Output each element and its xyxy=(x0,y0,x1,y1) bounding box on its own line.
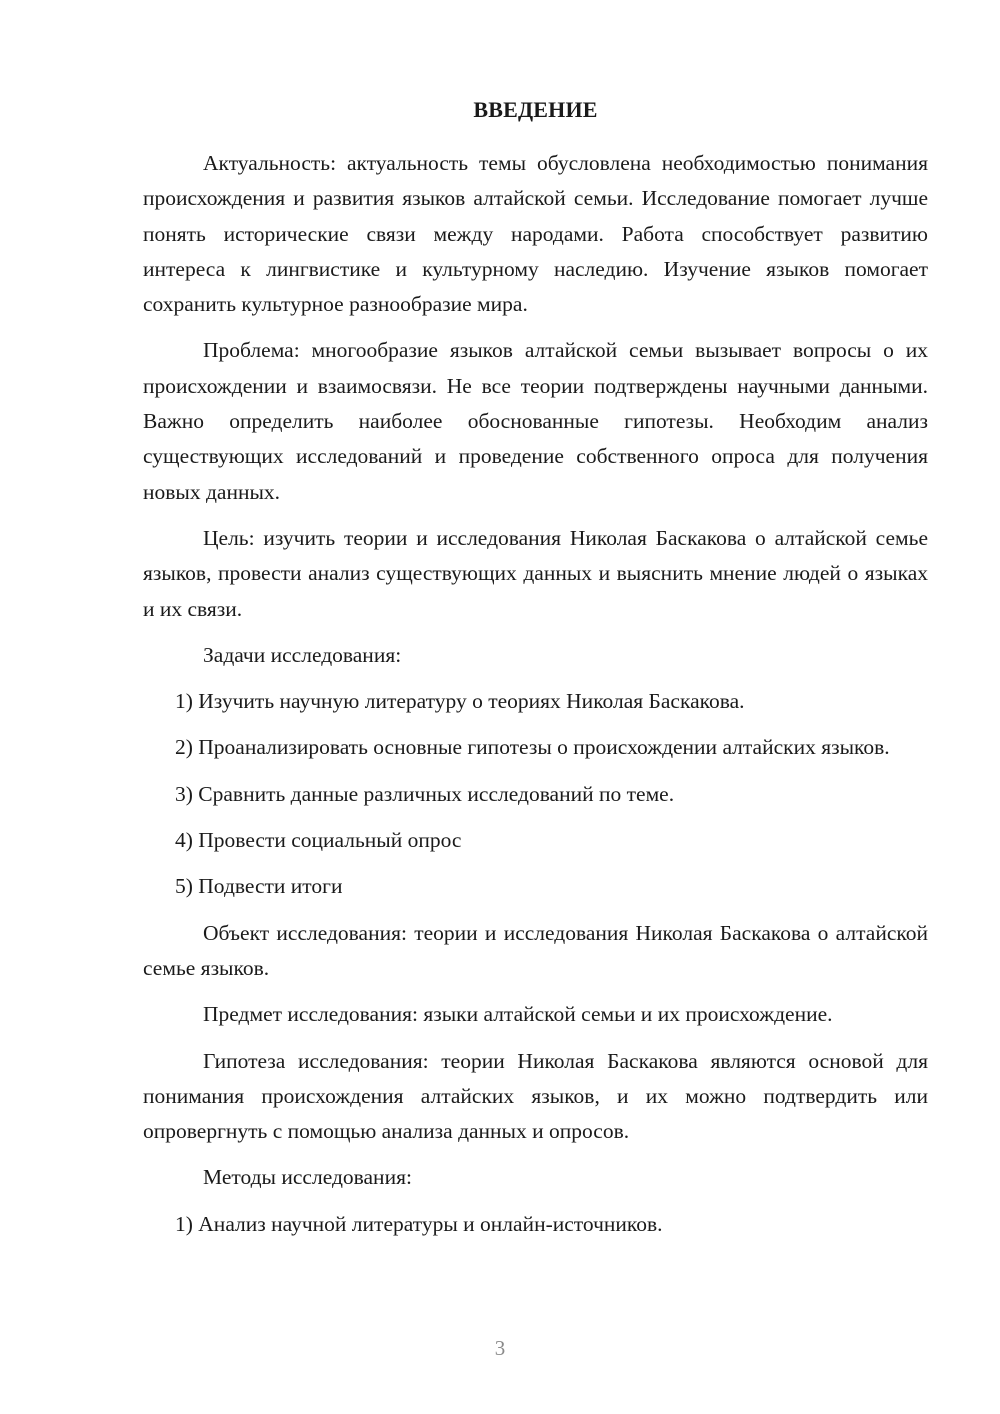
relevance-paragraph: Актуальность: актуальность темы обусловлена необходимостью понимания происхождения и развития языков алтайской семьи. Исследование помогает лучше понять исторические связи между народами. Работа способствует развитию интереса к лингвистике и культурному наследию. Изучение языков помогает сохранить культурное разнообразие мира. xyxy=(143,151,928,317)
tasks-heading: Задачи исследования: xyxy=(203,642,402,667)
subject-paragraph: Предмет исследования: языки алтайской семьи и их происхождение. xyxy=(203,1002,833,1027)
hypothesis-paragraph: Гипотеза исследования: теории Николая Баскакова являются основой для понимания происхождения алтайских языков, и их можно подтвердить или опровергнуть с помощью анализа данных и опросов. xyxy=(143,1048,928,1144)
task-item-3: 3) Сравнить данные различных исследований по теме. xyxy=(175,781,675,806)
document-page xyxy=(143,96,928,1253)
methods-heading: Методы исследования: xyxy=(203,1165,412,1190)
task-item-4: 4) Провести социальный опрос xyxy=(175,828,462,853)
page-number: 3 xyxy=(494,1336,506,1360)
method-item-1: 1) Анализ научной литературы и онлайн-источников. xyxy=(175,1211,663,1236)
task-item-5: 5) Подвести итоги xyxy=(175,874,343,899)
object-paragraph: Объект исследования: теории и исследования Николая Баскакова о алтайской семье языков. xyxy=(143,920,928,980)
task-item-2: 2) Проанализировать основные гипотезы о происхождении алтайских языков. xyxy=(175,735,890,760)
problem-paragraph: Проблема: многообразие языков алтайской семьи вызывает вопросы о их происхождении и взаимосвязи. Не все теории подтверждены научными данными. Важно определить наиболее обоснованные гипотезы. Необходим анализ существующих исследований и проведение собственного опроса для получения новых данных. xyxy=(143,338,928,504)
task-item-1: 1) Изучить научную литературу о теориях Николая Баскакова. xyxy=(175,689,745,714)
goal-paragraph: Цель: изучить теории и исследования Николая Баскакова о алтайской семье языков, провести анализ существующих данных и выяснить мнение людей о языках и их связи. xyxy=(143,525,928,621)
page-title: ВВЕДЕНИЕ xyxy=(473,97,598,122)
